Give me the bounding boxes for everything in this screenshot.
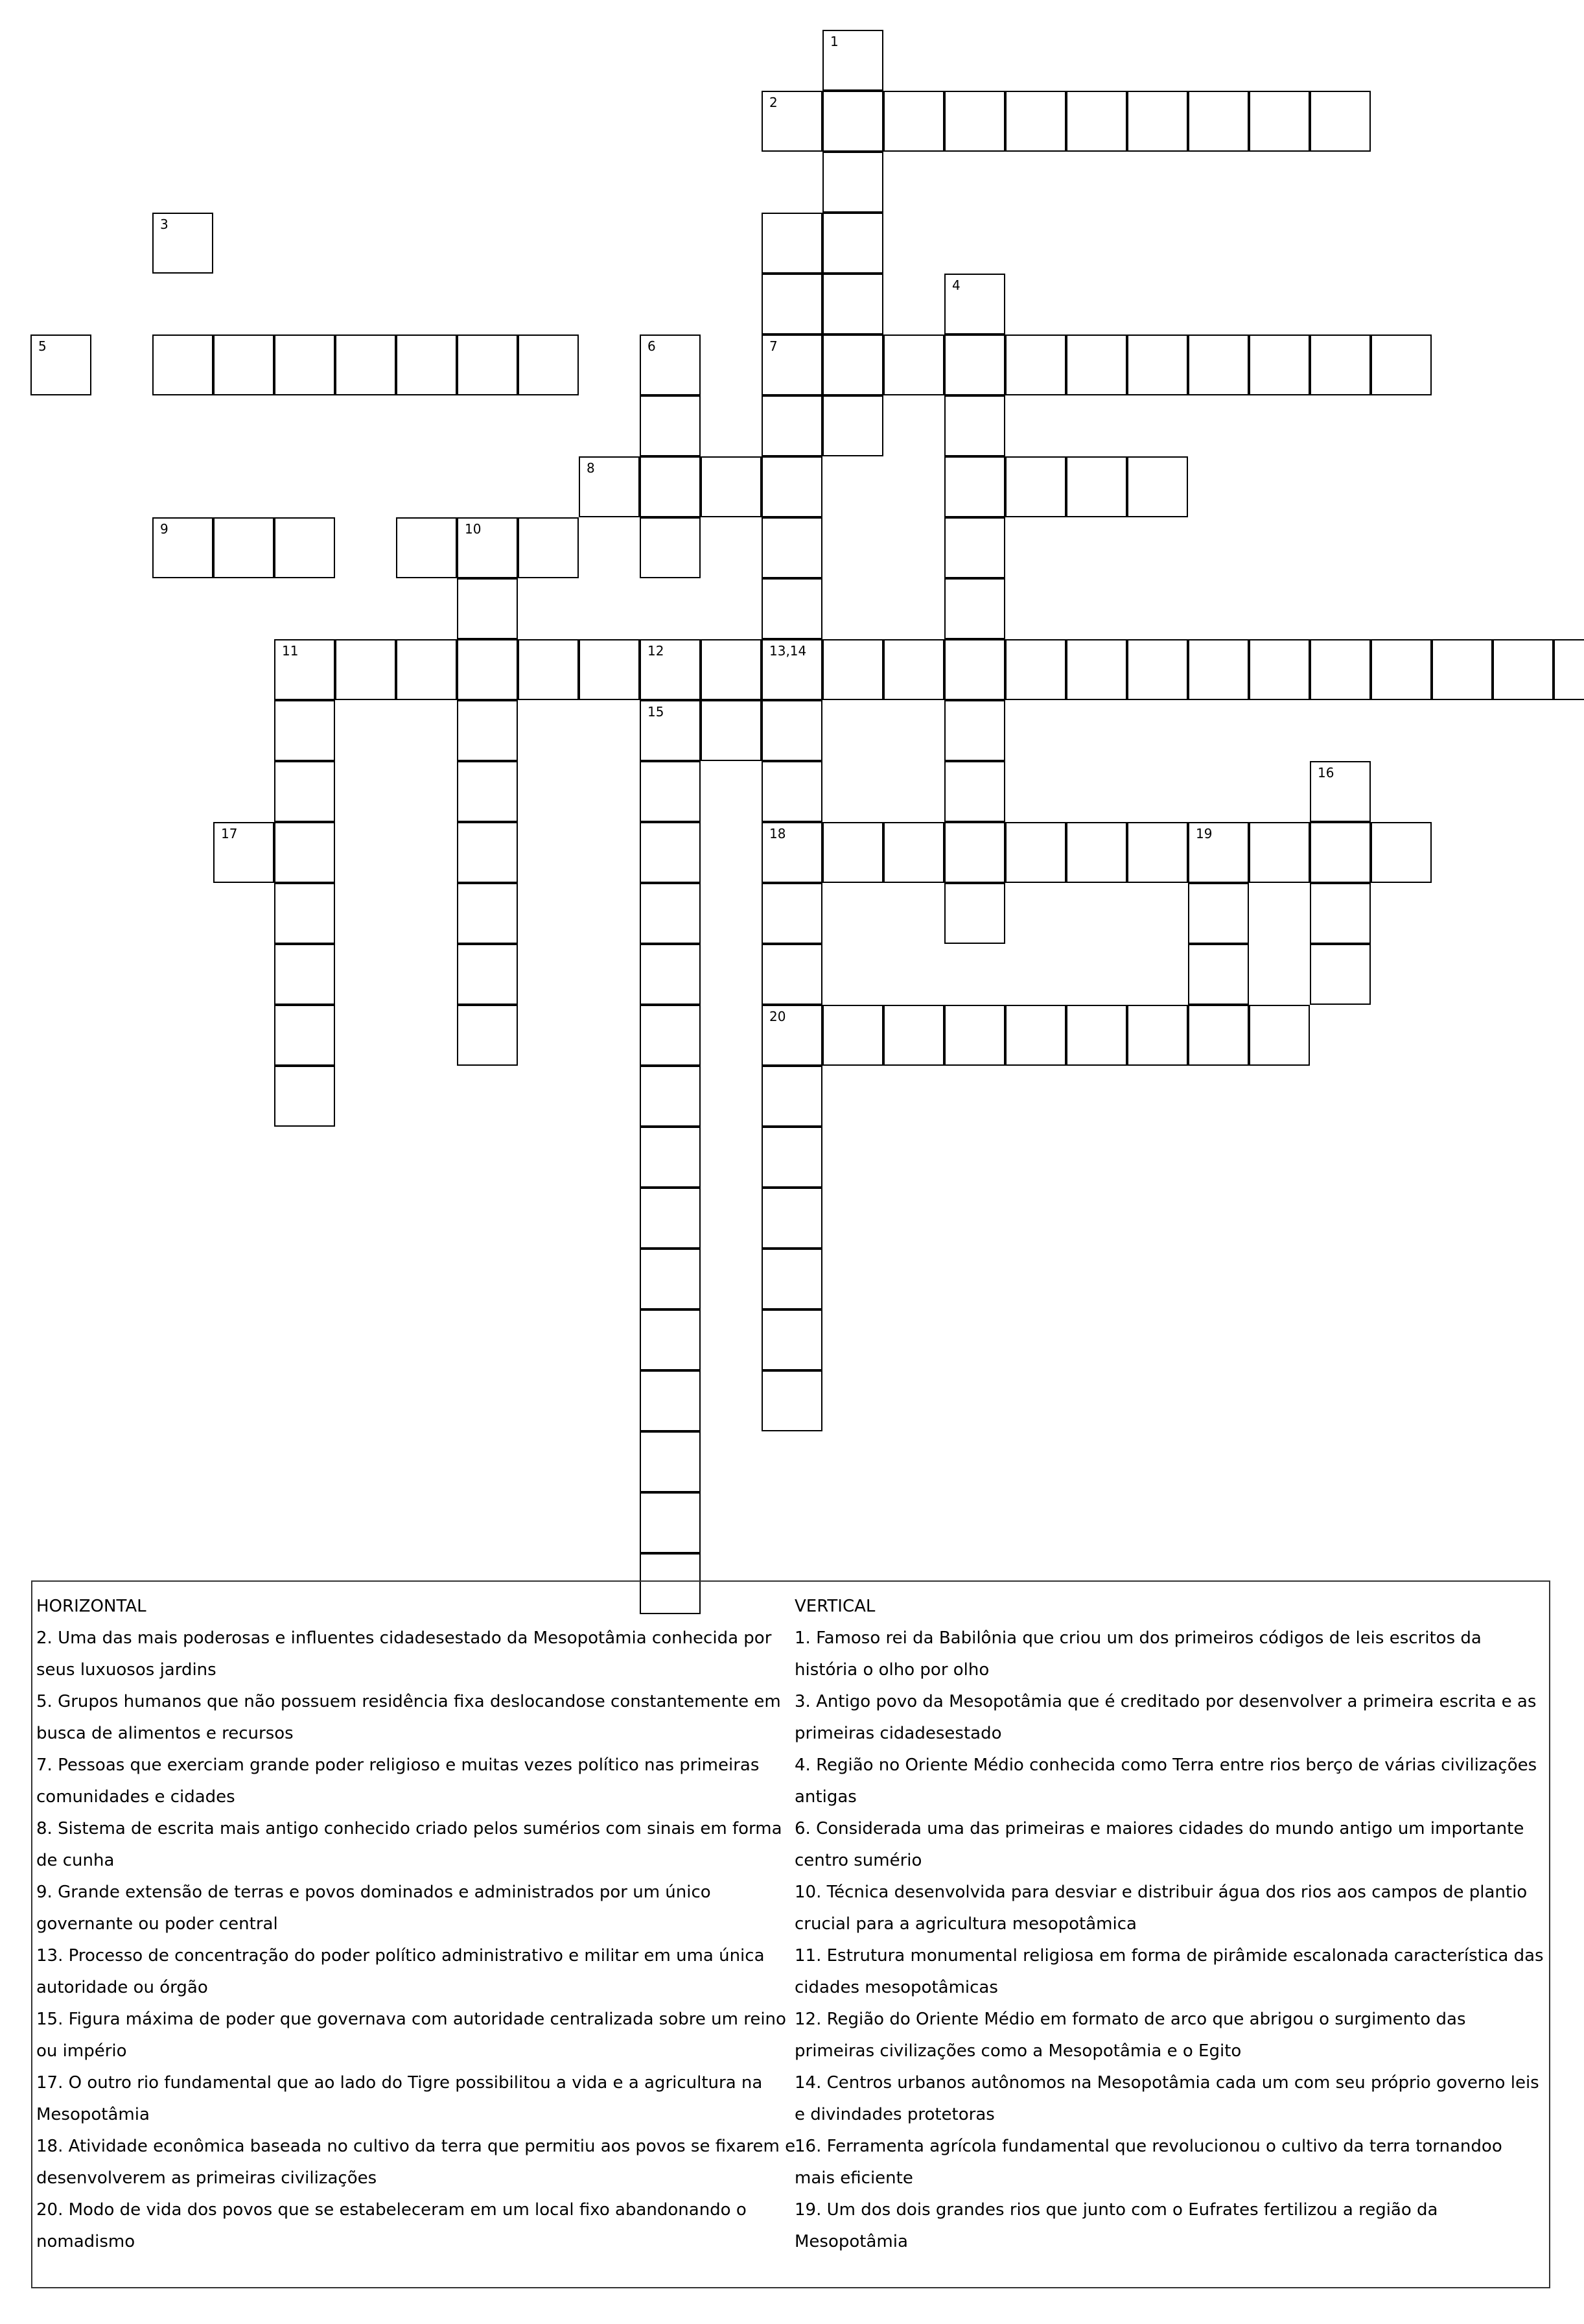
clue-v-10: 10. Técnica desenvolvida para desviar e distribuir água dos rios aos campos de plantio crucial para a agricultura mesopotâmica xyxy=(795,1883,1528,1934)
clue-number: 20 xyxy=(769,1009,786,1024)
grid-cell[interactable] xyxy=(944,395,1005,456)
clue-h-5: 5. Grupos humanos que não possuem residência fixa deslocandose constantemente em busca de alimentos e recursos xyxy=(36,1692,781,1743)
grid-cell[interactable] xyxy=(1249,1005,1310,1066)
grid-cell[interactable] xyxy=(1127,91,1188,152)
grid-cell[interactable] xyxy=(457,700,518,761)
grid-cell[interactable] xyxy=(1188,335,1249,395)
clue-number: 3 xyxy=(160,217,169,232)
grid-cell[interactable] xyxy=(762,700,822,761)
grid-cell[interactable] xyxy=(274,517,335,578)
grid-cell[interactable] xyxy=(762,578,822,639)
clue-number: 5 xyxy=(38,338,47,354)
clue-number: 15 xyxy=(647,704,664,720)
grid-cell[interactable] xyxy=(1005,335,1066,395)
grid-cell[interactable] xyxy=(1005,639,1066,700)
grid-cell[interactable] xyxy=(944,91,1005,152)
grid-cell[interactable] xyxy=(762,335,822,395)
clue-h-15: 15. Figura máxima de poder que governava com autoridade centralizada sobre um reino ou império xyxy=(36,2010,786,2061)
clue-number: 17 xyxy=(221,826,238,841)
grid-cell[interactable] xyxy=(1005,456,1066,517)
clue-number: 9 xyxy=(160,521,169,537)
grid-cell[interactable] xyxy=(213,822,274,883)
grid-cell[interactable] xyxy=(335,335,396,395)
grid-cell[interactable] xyxy=(640,1431,701,1492)
grid-cell[interactable] xyxy=(762,517,822,578)
grid-cell[interactable] xyxy=(1188,944,1249,1005)
grid-cell[interactable] xyxy=(944,1005,1005,1066)
vertical-title: VERTICAL xyxy=(795,1597,876,1616)
grid-cell[interactable] xyxy=(1127,639,1188,700)
grid-cell[interactable] xyxy=(274,1066,335,1127)
grid-cell[interactable] xyxy=(762,395,822,456)
grid-cell[interactable] xyxy=(457,944,518,1005)
grid-cell[interactable] xyxy=(1005,91,1066,152)
grid-cell[interactable] xyxy=(1066,335,1127,395)
grid-cell[interactable] xyxy=(1188,822,1249,883)
grid-cell[interactable] xyxy=(1005,1005,1066,1066)
clue-number: 8 xyxy=(587,460,595,476)
grid-cell[interactable] xyxy=(762,639,822,700)
clue-h-9: 9. Grande extensão de terras e povos dominados e administrados por um único governante ou poder central xyxy=(36,1883,711,1934)
grid-cell[interactable] xyxy=(1310,335,1371,395)
grid-cell[interactable] xyxy=(640,456,701,517)
clue-h-13: 13. Processo de concentração do poder político administrativo e militar em uma única autoridade ou órgão xyxy=(36,1946,765,1997)
clue-v-1: 1. Famoso rei da Babilônia que criou um dos primeiros códigos de leis escritos da história o olho por olho xyxy=(795,1628,1482,1680)
grid-cell[interactable] xyxy=(822,213,883,274)
grid-cell[interactable] xyxy=(1432,639,1493,700)
grid-cell[interactable] xyxy=(1371,335,1432,395)
grid-cell[interactable] xyxy=(213,517,274,578)
clue-v-3: 3. Antigo povo da Mesopotâmia que é creditado por desenvolver a primeira escrita e as primeiras cidadesestado xyxy=(795,1692,1537,1743)
clue-h-2: 2. Uma das mais poderosas e influentes cidadesestado da Mesopotâmia conhecida por seus luxuosos jardins xyxy=(36,1628,772,1680)
grid-cell[interactable] xyxy=(762,1370,822,1431)
grid-cell[interactable] xyxy=(457,1005,518,1066)
grid-cell[interactable] xyxy=(457,578,518,639)
grid-cell[interactable] xyxy=(640,517,701,578)
clue-v-19: 19. Um dos dois grandes rios que junto com o Eufrates fertilizou a região da Mesopotâmia xyxy=(795,2200,1438,2251)
grid-cell[interactable] xyxy=(274,883,335,944)
clue-number: 4 xyxy=(952,277,961,293)
grid-cell[interactable] xyxy=(944,274,1005,335)
clue-number: 11 xyxy=(282,643,299,659)
horizontal-title: HORIZONTAL xyxy=(36,1597,146,1616)
grid-cell[interactable] xyxy=(883,1005,944,1066)
grid-cell[interactable] xyxy=(640,883,701,944)
grid-cell[interactable] xyxy=(1066,1005,1127,1066)
grid-cell[interactable] xyxy=(1127,456,1188,517)
grid-cell[interactable] xyxy=(640,1127,701,1188)
grid-cell[interactable] xyxy=(762,822,822,883)
grid-cell[interactable] xyxy=(1188,91,1249,152)
grid-cell[interactable] xyxy=(640,335,701,395)
grid-cell[interactable] xyxy=(518,517,579,578)
clue-v-4: 4. Região no Oriente Médio conhecida como Terra entre rios berço de várias civilizações antigas xyxy=(795,1755,1537,1807)
grid-cell[interactable] xyxy=(1188,883,1249,944)
grid-cell[interactable] xyxy=(822,91,883,152)
grid-cell[interactable] xyxy=(762,1249,822,1309)
horizontal-clues xyxy=(36,1591,808,2258)
clue-number: 13,14 xyxy=(769,643,807,659)
grid-cell[interactable] xyxy=(274,639,335,700)
grid-cell[interactable] xyxy=(1371,822,1432,883)
grid-cell[interactable] xyxy=(762,1005,822,1066)
grid-cell[interactable] xyxy=(640,1370,701,1431)
grid-cell[interactable] xyxy=(1310,883,1371,944)
grid-cell[interactable] xyxy=(640,1249,701,1309)
grid-cell[interactable] xyxy=(1127,335,1188,395)
grid-cell[interactable] xyxy=(944,700,1005,761)
grid-cell[interactable] xyxy=(152,335,213,395)
grid-cell[interactable] xyxy=(1066,91,1127,152)
clue-number: 1 xyxy=(830,34,839,49)
grid-cell[interactable] xyxy=(1554,639,1584,700)
grid-cell[interactable] xyxy=(457,822,518,883)
grid-cell[interactable] xyxy=(701,639,762,700)
grid-cell[interactable] xyxy=(335,639,396,700)
clue-number: 7 xyxy=(769,338,778,354)
clue-h-17: 17. O outro rio fundamental que ao lado do Tigre possibilitou a vida e a agricultura na Mesopotâmia xyxy=(36,2073,763,2124)
clue-v-11: 11. Estrutura monumental religiosa em forma de pirâmide escalonada característica das cidades mesopotâmicas xyxy=(795,1946,1544,1997)
clue-h-20: 20. Modo de vida dos povos que se estabeleceram em um local fixo abandonando o nomadismo xyxy=(36,2200,747,2251)
grid-cell[interactable] xyxy=(396,335,457,395)
grid-cell[interactable] xyxy=(1310,639,1371,700)
grid-cell[interactable] xyxy=(1066,456,1127,517)
grid-cell[interactable] xyxy=(1310,91,1371,152)
grid-cell[interactable] xyxy=(274,1005,335,1066)
grid-cell[interactable] xyxy=(1249,335,1310,395)
grid-cell[interactable] xyxy=(883,639,944,700)
grid-cell[interactable] xyxy=(457,761,518,822)
grid-cell[interactable] xyxy=(762,91,822,152)
grid-cell[interactable] xyxy=(640,1309,701,1370)
grid-cell[interactable] xyxy=(640,1066,701,1127)
grid-cell[interactable] xyxy=(944,335,1005,395)
grid-cell[interactable] xyxy=(640,1188,701,1249)
grid-cell[interactable] xyxy=(944,883,1005,944)
clue-v-12: 12. Região do Oriente Médio em formato de arco que abrigou o surgimento das primeiras civilizações como a Mesopotâmia e o Egito xyxy=(795,2010,1466,2061)
grid-cell[interactable] xyxy=(213,335,274,395)
grid-cell[interactable] xyxy=(274,761,335,822)
grid-cell[interactable] xyxy=(1249,639,1310,700)
clue-number: 2 xyxy=(769,95,778,110)
clue-v-16: 16. Ferramenta agrícola fundamental que revolucionou o cultivo da terra tornandoo mais eficiente xyxy=(795,2137,1502,2188)
grid-cell[interactable] xyxy=(762,761,822,822)
grid-cell[interactable] xyxy=(457,639,518,700)
clue-number: 10 xyxy=(465,521,482,537)
grid-cell[interactable] xyxy=(274,335,335,395)
grid-cell[interactable] xyxy=(274,822,335,883)
grid-cell[interactable] xyxy=(701,700,762,761)
grid-cell[interactable] xyxy=(457,883,518,944)
grid-cell[interactable] xyxy=(640,639,701,700)
grid-cell[interactable] xyxy=(640,1492,701,1553)
clue-v-6: 6. Considerada uma das primeiras e maiores cidades do mundo antigo um importante centro sumério xyxy=(795,1819,1524,1870)
grid-cell[interactable] xyxy=(640,944,701,1005)
grid-cell[interactable] xyxy=(457,517,518,578)
grid-cell[interactable] xyxy=(762,213,822,274)
grid-cell[interactable] xyxy=(30,335,91,395)
grid-cell[interactable] xyxy=(822,1005,883,1066)
grid-cell[interactable] xyxy=(762,1309,822,1370)
grid-cell[interactable] xyxy=(1371,639,1432,700)
grid-cell[interactable] xyxy=(396,517,457,578)
grid-cell[interactable] xyxy=(1127,822,1188,883)
grid-cell[interactable] xyxy=(457,335,518,395)
grid-cell[interactable] xyxy=(640,761,701,822)
grid-cell[interactable] xyxy=(762,1127,822,1188)
grid-cell[interactable] xyxy=(152,517,213,578)
grid-cell[interactable] xyxy=(762,274,822,335)
grid-cell[interactable] xyxy=(1066,639,1127,700)
grid-cell[interactable] xyxy=(822,639,883,700)
clue-h-7: 7. Pessoas que exerciam grande poder religioso e muitas vezes político nas primeiras comunidades e cidades xyxy=(36,1755,760,1807)
grid-cell[interactable] xyxy=(822,822,883,883)
grid-cell[interactable] xyxy=(883,91,944,152)
grid-cell[interactable] xyxy=(1249,91,1310,152)
grid-cell[interactable] xyxy=(944,517,1005,578)
grid-cell[interactable] xyxy=(944,822,1005,883)
vertical-clues xyxy=(795,1591,1548,2258)
grid-cell[interactable] xyxy=(1127,1005,1188,1066)
grid-cell[interactable] xyxy=(579,639,640,700)
grid-cell[interactable] xyxy=(822,335,883,395)
grid-cell[interactable] xyxy=(274,700,335,761)
grid-cell[interactable] xyxy=(640,822,701,883)
grid-cell[interactable] xyxy=(579,456,640,517)
grid-cell[interactable] xyxy=(762,944,822,1005)
grid-cell[interactable] xyxy=(944,456,1005,517)
grid-cell[interactable] xyxy=(640,1005,701,1066)
grid-cell[interactable] xyxy=(518,335,579,395)
grid-cell[interactable] xyxy=(762,1066,822,1127)
grid-cell[interactable] xyxy=(944,761,1005,822)
grid-cell[interactable] xyxy=(396,639,457,700)
clue-v-14: 14. Centros urbanos autônomos na Mesopotâmia cada um com seu próprio governo leis e divindades protetoras xyxy=(795,2073,1539,2124)
grid-cell[interactable] xyxy=(762,1188,822,1249)
grid-cell[interactable] xyxy=(274,944,335,1005)
grid-cell[interactable] xyxy=(701,456,762,517)
grid-cell[interactable] xyxy=(1188,1005,1249,1066)
grid-cell[interactable] xyxy=(762,883,822,944)
grid-cell[interactable] xyxy=(1493,639,1554,700)
grid-cell[interactable] xyxy=(640,700,701,761)
grid-cell[interactable] xyxy=(640,395,701,456)
grid-cell[interactable] xyxy=(822,152,883,213)
clue-number: 12 xyxy=(647,643,664,659)
grid-cell[interactable] xyxy=(1188,639,1249,700)
clue-number: 19 xyxy=(1196,826,1213,841)
grid-cell[interactable] xyxy=(762,456,822,517)
grid-cell[interactable] xyxy=(1310,822,1371,883)
grid-cell[interactable] xyxy=(152,213,213,274)
grid-cell[interactable] xyxy=(1249,822,1310,883)
grid-cell[interactable] xyxy=(1310,761,1371,822)
clue-number: 16 xyxy=(1318,765,1334,781)
grid-cell[interactable] xyxy=(822,395,883,456)
grid-cell[interactable] xyxy=(1066,822,1127,883)
grid-cell[interactable] xyxy=(822,30,883,91)
grid-cell[interactable] xyxy=(1310,944,1371,1005)
grid-cell[interactable] xyxy=(518,639,579,700)
grid-cell[interactable] xyxy=(1005,822,1066,883)
clues-box xyxy=(31,1580,1550,2288)
clue-h-18: 18. Atividade econômica baseada no cultivo da terra que permitiu aos povos se fixarem e desenvolverem as primeiras civilizações xyxy=(36,2137,796,2188)
clue-number: 6 xyxy=(647,338,656,354)
grid-cell[interactable] xyxy=(944,578,1005,639)
clue-h-8: 8. Sistema de escrita mais antigo conhecido criado pelos sumérios com sinais em forma de cunha xyxy=(36,1819,782,1870)
grid-cell[interactable] xyxy=(883,335,944,395)
grid-cell[interactable] xyxy=(822,274,883,335)
clue-number: 18 xyxy=(769,826,786,841)
grid-cell[interactable] xyxy=(883,822,944,883)
grid-cell[interactable] xyxy=(944,639,1005,700)
